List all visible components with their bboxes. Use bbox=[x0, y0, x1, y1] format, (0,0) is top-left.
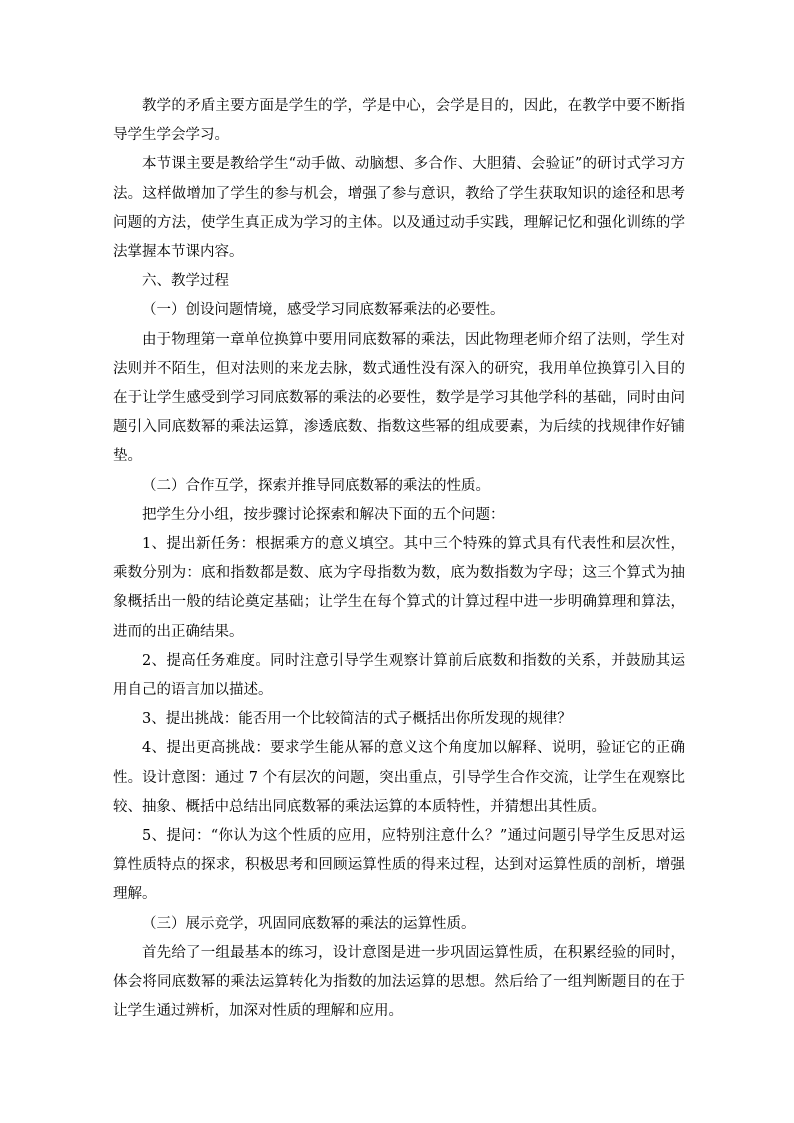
subsection-heading: （三）展示竞学，巩固同底数幂的乘法的运算性质。 bbox=[142, 915, 476, 932]
list-item: 2、提高任务难度。同时注意引导学生观察计算前后底数和指数的关系，并鼓励其运用自己的语言加以描述。 bbox=[113, 652, 685, 699]
paragraph: 把学生分小组，按步骤讨论探索和解决下面的五个问题： bbox=[142, 506, 505, 523]
subsection-heading: （二）合作互学，探索并推导同底数幂的乘法的性质。 bbox=[142, 477, 490, 494]
paragraph: 首先给了一组最基本的练习，设计意图是进一步巩固运算性质，在积累经验的同时，体会将同底数幂的乘法运算转化为指数的加法运算的思想。然后给了一组判断题目的在于让学生通过辨析，加深对性质的理解和应用。 bbox=[113, 944, 685, 1020]
section-heading: 六、教学过程 bbox=[142, 273, 229, 290]
list-item: 5、提问：“你认为这个性质的应用，应特别注意什么？”通过问题引导学生反思对运算性质特点的探求，积极思考和回顾运算性质的得来过程，达到对运算性质的剖析，增强理解。 bbox=[113, 828, 685, 903]
list-item: 3、提出挑战：能否用一个比较简洁的式子概括出你所发现的规律？ bbox=[142, 711, 572, 728]
paragraph: 本节课主要是教给学生“动手做、动脑想、多合作、大胆猜、会验证”的研讨式学习方法。这样做增加了学生的参与机会，增强了参与意识，教给了学生获取知识的途径和思考问题的方法，使学生真正成为学习的主体。以及通过动手实践，理解记忆和强化训练的学法掌握本节课内容。 bbox=[113, 156, 685, 261]
list-item: 4、提出更高挑战：要求学生能从幂的意义这个角度加以解释、说明，验证它的正确性。设计意图：通过 7 个有层次的问题，突出重点，引导学生合作交流，让学生在观察比较、抽象、概括中总结出同底数幂的乘法运算的本质特性，并猜想出其性质。 bbox=[113, 740, 685, 815]
paragraph: 教学的矛盾主要方面是学生的学，学是中心，会学是目的，因此，在教学中要不断指导学生学会学习。 bbox=[113, 98, 685, 144]
paragraph: 由于物理第一章单位换算中要用同底数幂的乘法，因此物理老师介绍了法则，学生对法则并不陌生，但对法则的来龙去脉，数式通性没有深入的研究，我用单位换算引入目的在于让学生感受到学习同底数幂的乘法的必要性，数学是学习其他学科的基础，同时由问题引入同底数幂的乘法运算，渗透底数、指数这些幂的组成要素，为后续的找规律作好铺垫。 bbox=[113, 331, 685, 465]
list-item: 1、提出新任务：根据乘方的意义填空。其中三个特殊的算式具有代表性和层次性，乘数分别为：底和指数都是数、底为字母指数为数，底为数指数为字母；这三个算式为抽象概括出一般的结论奠定基础；让学生在每个算式的计算过程中进一步明确算理和算法，进而的出正确结果。 bbox=[113, 536, 685, 640]
document-page bbox=[113, 92, 685, 1027]
subsection-heading: （一）创设问题情境，感受学习同底数幂乘法的必要性。 bbox=[142, 302, 505, 319]
